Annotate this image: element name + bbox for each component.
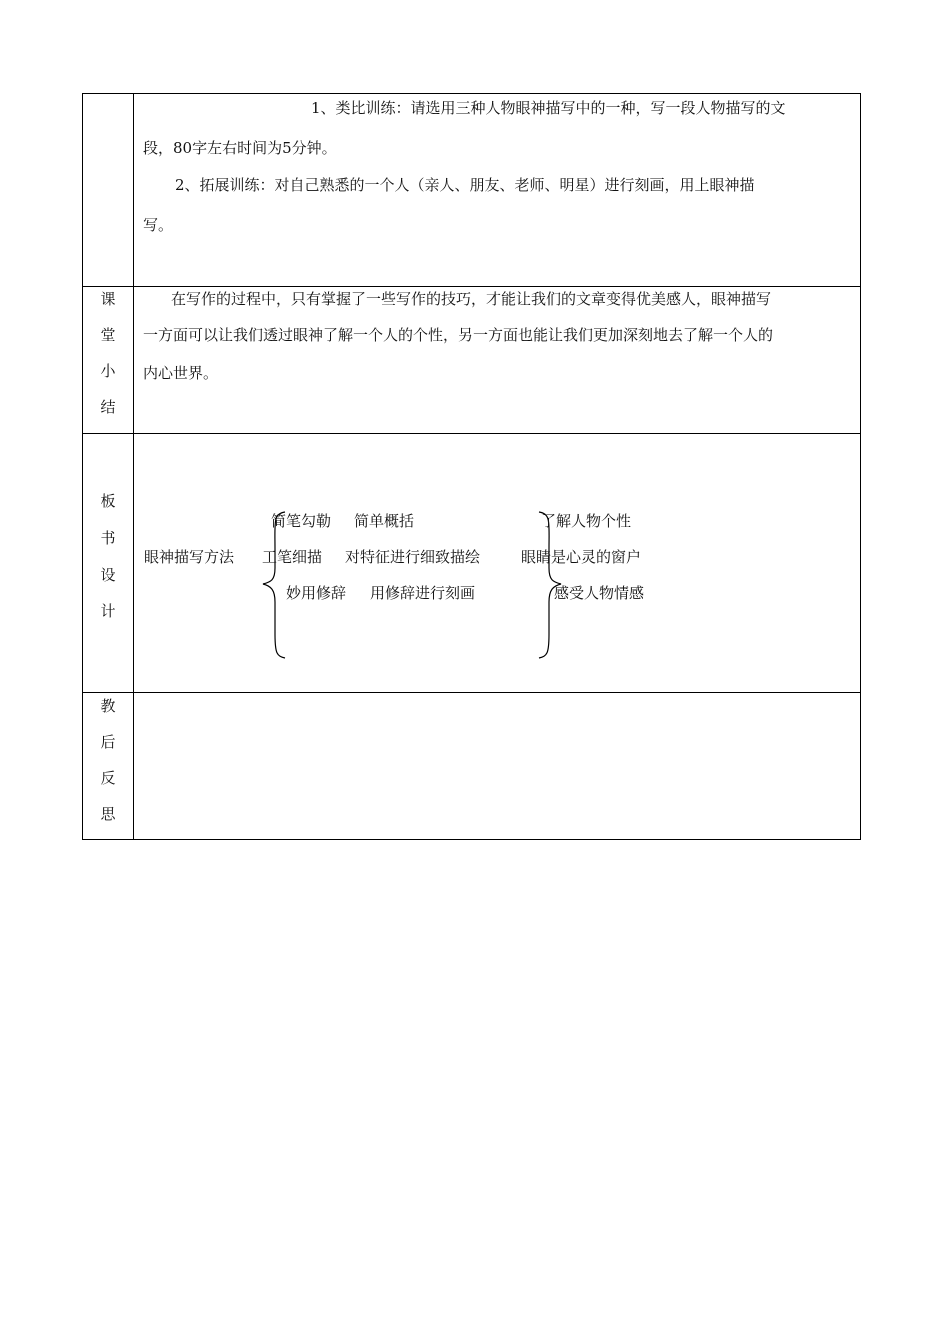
summary-content [135,287,860,433]
summary-label-char: 小 [100,362,116,380]
practice-content [135,94,860,286]
reflection-label-cell [83,693,134,839]
summary-line-1: 在写作的过程中，只有掌握了一些写作的技巧，才能让我们的文章变得优美感人，眼神描写 [171,290,772,308]
effect-1: 了解人物个性 [541,512,632,530]
practice-label-cell [83,94,134,286]
reflection-content [135,693,860,839]
summary-row [83,287,860,434]
practice-line-4: 写。 [143,216,174,234]
reflection-row [83,693,860,839]
board-center: 眼睛是心灵的窗户 [521,548,642,566]
method-2-desc: 对特征进行细致描绘 [345,548,481,566]
practice-line-1: 1、类比训练：请选用三种人物眼神描写中的一种，写一段人物描写的文 [311,99,786,117]
board-label-char: 书 [100,529,116,547]
method-1-name: 简笔勾勒 [271,512,332,530]
board-row [83,434,860,693]
practice-line-3: 2、拓展训练：对自己熟悉的一个人（亲人、朋友、老师、明星）进行刻画，用上眼神描 [175,176,755,194]
summary-line-2: 一方面可以让我们透过眼神了解一个人的个性，另一方面也能让我们更加深刻地去了解一个人的 [143,326,774,344]
reflection-label-char: 思 [100,805,116,823]
board-label-char: 板 [100,492,116,510]
summary-label-cell [83,287,134,433]
lesson-plan-table [82,93,861,840]
left-brace [259,510,289,660]
effect-2: 感受人物情感 [554,584,645,602]
summary-line-3: 内心世界。 [143,364,219,382]
reflection-label-char: 反 [100,769,116,787]
method-3-name: 妙用修辞 [286,584,347,602]
method-1-desc: 简单概括 [354,512,415,530]
reflection-label-char: 后 [100,733,116,751]
reflection-label-char: 教 [100,697,116,715]
practice-row [83,94,860,287]
board-label-char: 计 [100,602,116,620]
summary-label-char: 堂 [100,326,116,344]
practice-line-2: 段，80字左右时间为5分钟。 [143,139,337,157]
board-label-cell [83,434,134,692]
board-label-char: 设 [100,566,116,584]
summary-label-char: 结 [100,398,116,416]
summary-label-char: 课 [100,290,116,308]
board-content [135,434,860,692]
board-root: 眼神描写方法 [144,548,235,566]
method-3-desc: 用修辞进行刻画 [370,584,476,602]
method-2-name: 工笔细描 [262,548,323,566]
